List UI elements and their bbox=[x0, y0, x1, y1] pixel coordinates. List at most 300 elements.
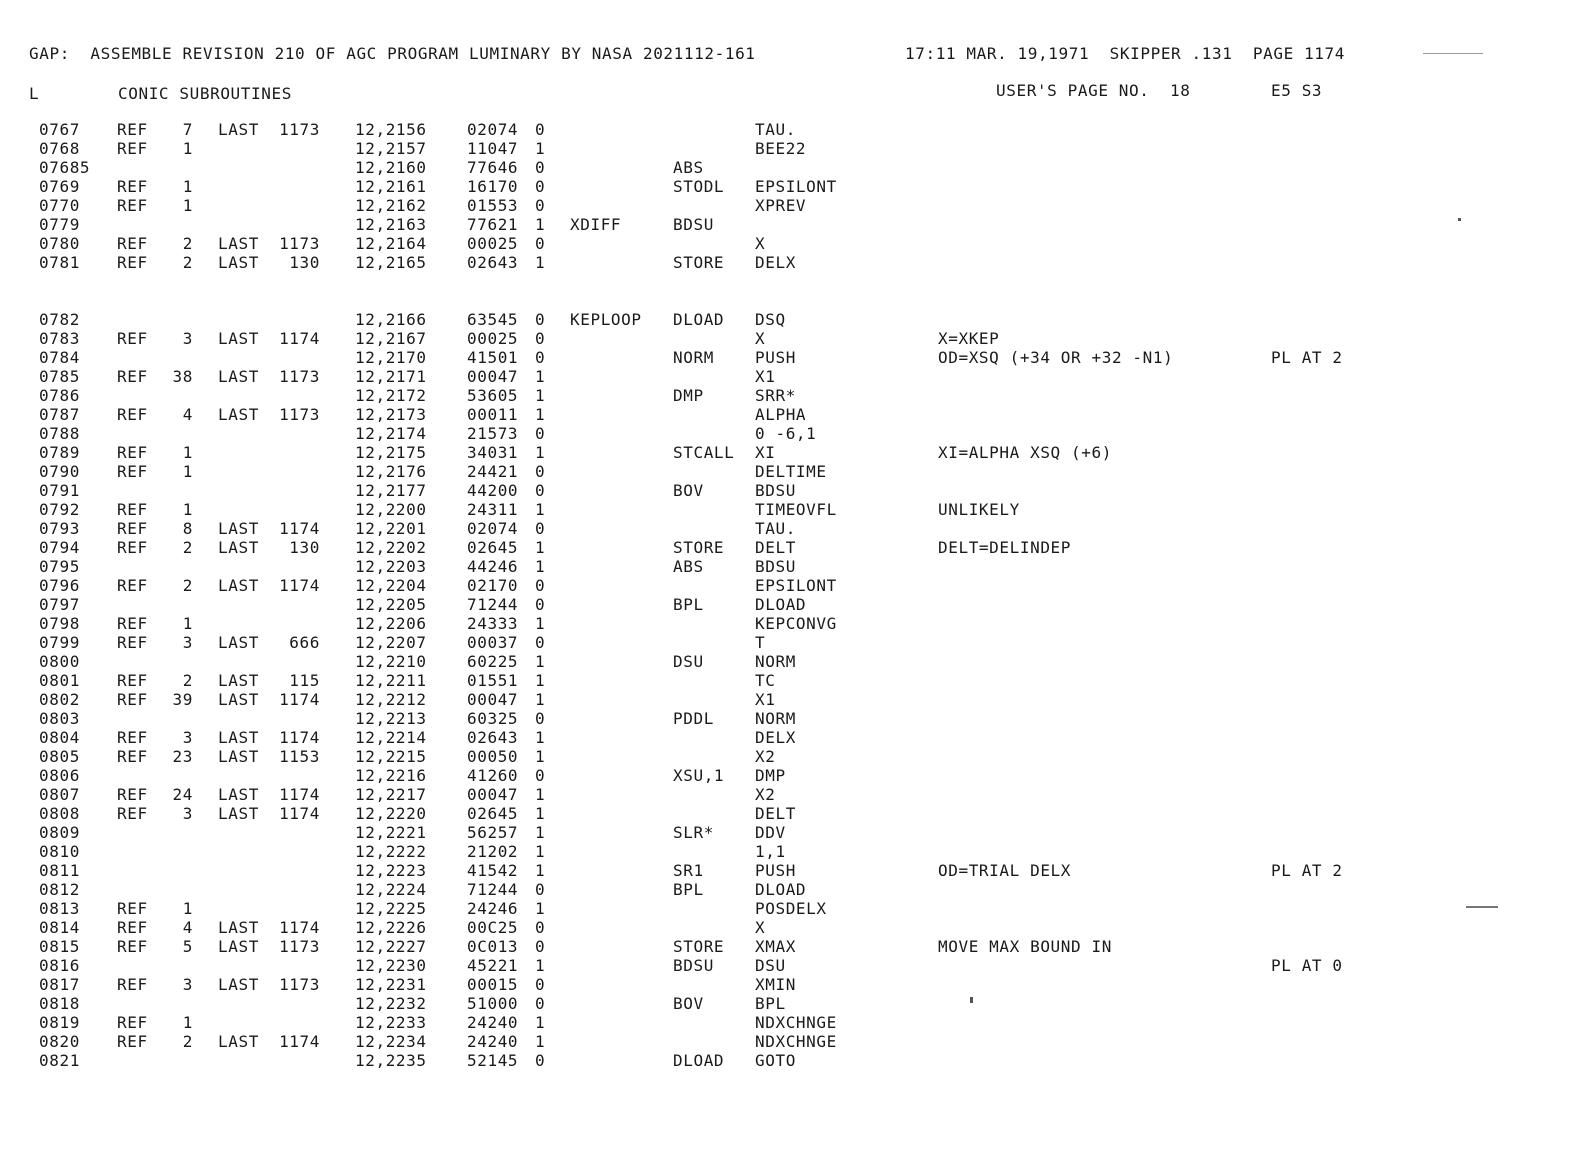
ref-count: 3 bbox=[182, 804, 193, 823]
comment: DELT=DELINDEP bbox=[938, 538, 1072, 557]
listing-row bbox=[0, 557, 1582, 576]
octal-word: 34031 bbox=[467, 443, 519, 462]
octal-word: 02170 bbox=[467, 576, 519, 595]
ref-count: 1 bbox=[182, 899, 193, 918]
listing-row bbox=[0, 215, 1582, 234]
line-number: 0783 bbox=[39, 329, 80, 348]
octal-word: 51000 bbox=[467, 994, 519, 1013]
opcode: DLOAD bbox=[673, 310, 725, 329]
address: 12,2213 bbox=[355, 709, 427, 728]
ref-count: 1 bbox=[182, 1013, 193, 1032]
listing-row bbox=[0, 633, 1582, 652]
opcode: STORE bbox=[673, 937, 725, 956]
parity-bit: 1 bbox=[535, 614, 546, 633]
address: 12,2202 bbox=[355, 538, 427, 557]
last-label: LAST bbox=[218, 367, 259, 386]
operand: PUSH bbox=[755, 348, 796, 367]
line-number: 0767 bbox=[39, 120, 80, 139]
opcode: BDSU bbox=[673, 956, 714, 975]
listing-row bbox=[0, 899, 1582, 918]
octal-word: 00047 bbox=[467, 367, 519, 386]
parity-bit: 0 bbox=[535, 234, 546, 253]
line-number: 0812 bbox=[39, 880, 80, 899]
line-number: 0818 bbox=[39, 994, 80, 1013]
last-page: 1153 bbox=[279, 747, 320, 766]
octal-word: 02074 bbox=[467, 519, 519, 538]
ref-marker: REF bbox=[117, 1032, 148, 1051]
ref-marker: REF bbox=[117, 614, 148, 633]
last-page: 1173 bbox=[279, 405, 320, 424]
operand: DSQ bbox=[755, 310, 786, 329]
listing-row bbox=[0, 177, 1582, 196]
operand: DLOAD bbox=[755, 595, 807, 614]
listing-row bbox=[0, 120, 1582, 139]
listing-row bbox=[0, 823, 1582, 842]
parity-bit: 1 bbox=[535, 652, 546, 671]
parity-bit: 0 bbox=[535, 462, 546, 481]
parity-bit: 1 bbox=[535, 215, 546, 234]
listing-row bbox=[0, 310, 1582, 329]
ref-count: 7 bbox=[182, 120, 193, 139]
line-number: 0795 bbox=[39, 557, 80, 576]
listing-row bbox=[0, 614, 1582, 633]
operand: XPREV bbox=[755, 196, 807, 215]
last-label: LAST bbox=[218, 918, 259, 937]
opcode: STCALL bbox=[673, 443, 735, 462]
last-label: LAST bbox=[218, 120, 259, 139]
listing-row bbox=[0, 804, 1582, 823]
address: 12,2165 bbox=[355, 253, 427, 272]
line-number: 0807 bbox=[39, 785, 80, 804]
line-number: 0798 bbox=[39, 614, 80, 633]
listing-row bbox=[0, 937, 1582, 956]
octal-word: 02643 bbox=[467, 253, 519, 272]
listing-row bbox=[0, 975, 1582, 994]
ref-count: 1 bbox=[182, 614, 193, 633]
operand: POSDELX bbox=[755, 899, 827, 918]
octal-word: 60225 bbox=[467, 652, 519, 671]
line-number: 0770 bbox=[39, 196, 80, 215]
listing-row bbox=[0, 234, 1582, 253]
opcode: BPL bbox=[673, 880, 704, 899]
line-number: 0820 bbox=[39, 1032, 80, 1051]
address: 12,2232 bbox=[355, 994, 427, 1013]
listing-row bbox=[0, 785, 1582, 804]
line-number: 0811 bbox=[39, 861, 80, 880]
line-number: 0796 bbox=[39, 576, 80, 595]
octal-word: 02074 bbox=[467, 120, 519, 139]
ref-marker: REF bbox=[117, 538, 148, 557]
operand: XMAX bbox=[755, 937, 796, 956]
address: 12,2200 bbox=[355, 500, 427, 519]
parity-bit: 1 bbox=[535, 842, 546, 861]
octal-word: 71244 bbox=[467, 880, 519, 899]
ref-count: 2 bbox=[182, 253, 193, 272]
last-label: LAST bbox=[218, 576, 259, 595]
listing-row bbox=[0, 766, 1582, 785]
ref-count: 1 bbox=[182, 500, 193, 519]
operand: 1,1 bbox=[755, 842, 786, 861]
assembly-listing bbox=[0, 120, 1582, 1070]
ref-count: 1 bbox=[182, 196, 193, 215]
parity-bit: 0 bbox=[535, 918, 546, 937]
ref-marker: REF bbox=[117, 747, 148, 766]
ref-marker: REF bbox=[117, 329, 148, 348]
comment: MOVE MAX BOUND IN bbox=[938, 937, 1112, 956]
ref-marker: REF bbox=[117, 899, 148, 918]
last-page: 1173 bbox=[279, 367, 320, 386]
listing-row bbox=[0, 500, 1582, 519]
listing-row bbox=[0, 1013, 1582, 1032]
octal-word: 00037 bbox=[467, 633, 519, 652]
last-label: LAST bbox=[218, 538, 259, 557]
ref-count: 2 bbox=[182, 671, 193, 690]
address: 12,2215 bbox=[355, 747, 427, 766]
line-number: 0800 bbox=[39, 652, 80, 671]
line-number: 0814 bbox=[39, 918, 80, 937]
address: 12,2223 bbox=[355, 861, 427, 880]
ref-marker: REF bbox=[117, 671, 148, 690]
address: 12,2171 bbox=[355, 367, 427, 386]
listing-row bbox=[0, 348, 1582, 367]
line-number: 07685 bbox=[39, 158, 91, 177]
last-page: 1174 bbox=[279, 1032, 320, 1051]
listing-row bbox=[0, 519, 1582, 538]
address: 12,2222 bbox=[355, 842, 427, 861]
opcode: BDSU bbox=[673, 215, 714, 234]
opcode: ABS bbox=[673, 557, 704, 576]
parity-bit: 1 bbox=[535, 690, 546, 709]
listing-row bbox=[0, 842, 1582, 861]
last-page: 1173 bbox=[279, 234, 320, 253]
last-page: 1174 bbox=[279, 918, 320, 937]
parity-bit: 0 bbox=[535, 595, 546, 614]
octal-word: 02645 bbox=[467, 538, 519, 557]
line-number: 0768 bbox=[39, 139, 80, 158]
listing-row bbox=[0, 405, 1582, 424]
address: 12,2164 bbox=[355, 234, 427, 253]
last-label: LAST bbox=[218, 975, 259, 994]
listing-row bbox=[0, 595, 1582, 614]
address: 12,2221 bbox=[355, 823, 427, 842]
last-label: LAST bbox=[218, 747, 259, 766]
line-number: 0817 bbox=[39, 975, 80, 994]
operand: DELX bbox=[755, 253, 796, 272]
address: 12,2163 bbox=[355, 215, 427, 234]
listing-header-title: GAP: ASSEMBLE REVISION 210 OF AGC PROGRAM LUMINARY BY NASA 2021112-161 bbox=[29, 44, 756, 63]
parity-bit: 1 bbox=[535, 500, 546, 519]
parity-bit: 1 bbox=[535, 443, 546, 462]
octal-word: 71244 bbox=[467, 595, 519, 614]
last-page: 115 bbox=[289, 671, 320, 690]
line-number: 0787 bbox=[39, 405, 80, 424]
operand: DELTIME bbox=[755, 462, 827, 481]
operand: XMIN bbox=[755, 975, 796, 994]
octal-word: 63545 bbox=[467, 310, 519, 329]
ref-count: 4 bbox=[182, 405, 193, 424]
parity-bit: 1 bbox=[535, 899, 546, 918]
parity-bit: 0 bbox=[535, 120, 546, 139]
line-number: 0786 bbox=[39, 386, 80, 405]
octal-word: 00C25 bbox=[467, 918, 519, 937]
last-page: 130 bbox=[289, 253, 320, 272]
address: 12,2234 bbox=[355, 1032, 427, 1051]
line-number: 0790 bbox=[39, 462, 80, 481]
parity-bit: 0 bbox=[535, 709, 546, 728]
parity-bit: 1 bbox=[535, 253, 546, 272]
operand: BDSU bbox=[755, 557, 796, 576]
address: 12,2173 bbox=[355, 405, 427, 424]
octal-word: 00047 bbox=[467, 690, 519, 709]
parity-bit: 1 bbox=[535, 804, 546, 823]
line-number: 0810 bbox=[39, 842, 80, 861]
parity-bit: 0 bbox=[535, 937, 546, 956]
octal-word: 00011 bbox=[467, 405, 519, 424]
operand: NDXCHNGE bbox=[755, 1032, 837, 1051]
octal-word: 24246 bbox=[467, 899, 519, 918]
comment: OD=XSQ (+34 OR +32 -N1) bbox=[938, 348, 1174, 367]
parity-bit: 1 bbox=[535, 367, 546, 386]
operand: TC bbox=[755, 671, 776, 690]
ref-count: 3 bbox=[182, 633, 193, 652]
last-label: LAST bbox=[218, 804, 259, 823]
last-label: LAST bbox=[218, 234, 259, 253]
operand: DMP bbox=[755, 766, 786, 785]
pushlist-note: PL AT 2 bbox=[1271, 861, 1343, 880]
parity-bit: 0 bbox=[535, 348, 546, 367]
ref-marker: REF bbox=[117, 633, 148, 652]
octal-word: 77646 bbox=[467, 158, 519, 177]
ref-count: 3 bbox=[182, 728, 193, 747]
operand: SRR* bbox=[755, 386, 796, 405]
line-number: 0816 bbox=[39, 956, 80, 975]
parity-bit: 0 bbox=[535, 177, 546, 196]
address: 12,2160 bbox=[355, 158, 427, 177]
opcode: BOV bbox=[673, 481, 704, 500]
listing-row bbox=[0, 139, 1582, 158]
line-number: 0793 bbox=[39, 519, 80, 538]
octal-word: 24311 bbox=[467, 500, 519, 519]
line-number: 0797 bbox=[39, 595, 80, 614]
listing-row bbox=[0, 576, 1582, 595]
operand: DELT bbox=[755, 538, 796, 557]
last-label: LAST bbox=[218, 519, 259, 538]
ref-count: 2 bbox=[182, 538, 193, 557]
comment: UNLIKELY bbox=[938, 500, 1020, 519]
listing-row bbox=[0, 329, 1582, 348]
octal-word: 24240 bbox=[467, 1013, 519, 1032]
parity-bit: 0 bbox=[535, 310, 546, 329]
address: 12,2206 bbox=[355, 614, 427, 633]
operand: X2 bbox=[755, 747, 776, 766]
last-label: LAST bbox=[218, 253, 259, 272]
ref-count: 4 bbox=[182, 918, 193, 937]
octal-word: 11047 bbox=[467, 139, 519, 158]
address: 12,2227 bbox=[355, 937, 427, 956]
address: 12,2211 bbox=[355, 671, 427, 690]
octal-word: 0C013 bbox=[467, 937, 519, 956]
parity-bit: 0 bbox=[535, 975, 546, 994]
comment: X=XKEP bbox=[938, 329, 1000, 348]
line-number: 0788 bbox=[39, 424, 80, 443]
ref-count: 2 bbox=[182, 576, 193, 595]
user-page-number: USER'S PAGE NO. 18 bbox=[996, 81, 1191, 100]
address: 12,2210 bbox=[355, 652, 427, 671]
opcode: NORM bbox=[673, 348, 714, 367]
pushlist-note: PL AT 0 bbox=[1271, 956, 1343, 975]
comment: OD=TRIAL DELX bbox=[938, 861, 1072, 880]
last-label: LAST bbox=[218, 1032, 259, 1051]
listing-row bbox=[0, 443, 1582, 462]
parity-bit: 1 bbox=[535, 557, 546, 576]
address: 12,2230 bbox=[355, 956, 427, 975]
operand: PUSH bbox=[755, 861, 796, 880]
last-label: LAST bbox=[218, 329, 259, 348]
operand: NDXCHNGE bbox=[755, 1013, 837, 1032]
symbol-label: XDIFF bbox=[570, 215, 622, 234]
parity-bit: 0 bbox=[535, 519, 546, 538]
ref-count: 38 bbox=[172, 367, 193, 386]
line-number: 0804 bbox=[39, 728, 80, 747]
ref-count: 1 bbox=[182, 443, 193, 462]
address: 12,2166 bbox=[355, 310, 427, 329]
opcode: ABS bbox=[673, 158, 704, 177]
line-number: 0801 bbox=[39, 671, 80, 690]
operand: X bbox=[755, 329, 766, 348]
ref-count: 39 bbox=[172, 690, 193, 709]
address: 12,2231 bbox=[355, 975, 427, 994]
last-label: LAST bbox=[218, 690, 259, 709]
parity-bit: 1 bbox=[535, 956, 546, 975]
octal-word: 24421 bbox=[467, 462, 519, 481]
operand: ALPHA bbox=[755, 405, 807, 424]
octal-word: 44200 bbox=[467, 481, 519, 500]
operand: X2 bbox=[755, 785, 776, 804]
listing-section-title: CONIC SUBROUTINES bbox=[118, 84, 292, 103]
octal-word: 02643 bbox=[467, 728, 519, 747]
octal-word: 52145 bbox=[467, 1051, 519, 1070]
octal-word: 00025 bbox=[467, 234, 519, 253]
last-label: LAST bbox=[218, 405, 259, 424]
ref-marker: REF bbox=[117, 1013, 148, 1032]
ref-marker: REF bbox=[117, 937, 148, 956]
operand: 0 -6,1 bbox=[755, 424, 817, 443]
listing-row bbox=[0, 652, 1582, 671]
listing-row bbox=[0, 538, 1582, 557]
parity-bit: 0 bbox=[535, 329, 546, 348]
operand: DELX bbox=[755, 728, 796, 747]
parity-bit: 1 bbox=[535, 1013, 546, 1032]
operand: NORM bbox=[755, 652, 796, 671]
last-page: 1174 bbox=[279, 329, 320, 348]
line-number: 0794 bbox=[39, 538, 80, 557]
last-label: LAST bbox=[218, 937, 259, 956]
parity-bit: 0 bbox=[535, 158, 546, 177]
octal-word: 77621 bbox=[467, 215, 519, 234]
operand: XI bbox=[755, 443, 776, 462]
line-number: 0819 bbox=[39, 1013, 80, 1032]
operand: DELT bbox=[755, 804, 796, 823]
octal-word: 45221 bbox=[467, 956, 519, 975]
ref-marker: REF bbox=[117, 785, 148, 804]
ref-count: 1 bbox=[182, 177, 193, 196]
last-page: 130 bbox=[289, 538, 320, 557]
octal-word: 01553 bbox=[467, 196, 519, 215]
line-number: 0791 bbox=[39, 481, 80, 500]
ref-marker: REF bbox=[117, 690, 148, 709]
listing-row bbox=[0, 671, 1582, 690]
opcode: SLR* bbox=[673, 823, 714, 842]
operand: TAU. bbox=[755, 519, 796, 538]
listing-header-timestamp-page: 17:11 MAR. 19,1971 SKIPPER .131 PAGE 1174 bbox=[905, 44, 1346, 63]
ref-marker: REF bbox=[117, 253, 148, 272]
ref-marker: REF bbox=[117, 120, 148, 139]
listing-row bbox=[0, 861, 1582, 880]
operand: DLOAD bbox=[755, 880, 807, 899]
last-page: 1173 bbox=[279, 975, 320, 994]
operand: X1 bbox=[755, 367, 776, 386]
address: 12,2204 bbox=[355, 576, 427, 595]
listing-row bbox=[0, 747, 1582, 766]
last-page: 1174 bbox=[279, 519, 320, 538]
listing-row bbox=[0, 367, 1582, 386]
ref-marker: REF bbox=[117, 177, 148, 196]
operand: BDSU bbox=[755, 481, 796, 500]
ref-marker: REF bbox=[117, 139, 148, 158]
address: 12,2235 bbox=[355, 1051, 427, 1070]
parity-bit: 1 bbox=[535, 823, 546, 842]
operand: BEE22 bbox=[755, 139, 807, 158]
parity-bit: 0 bbox=[535, 481, 546, 500]
last-label: LAST bbox=[218, 728, 259, 747]
octal-word: 53605 bbox=[467, 386, 519, 405]
octal-word: 41260 bbox=[467, 766, 519, 785]
listing-row bbox=[0, 253, 1582, 272]
octal-word: 21202 bbox=[467, 842, 519, 861]
parity-bit: 0 bbox=[535, 766, 546, 785]
octal-word: 16170 bbox=[467, 177, 519, 196]
line-number: 0779 bbox=[39, 215, 80, 234]
blank-line bbox=[0, 272, 1582, 291]
opcode: BPL bbox=[673, 595, 704, 614]
line-number: 0784 bbox=[39, 348, 80, 367]
last-page: 1174 bbox=[279, 785, 320, 804]
octal-word: 21573 bbox=[467, 424, 519, 443]
line-number: 0813 bbox=[39, 899, 80, 918]
opcode: XSU,1 bbox=[673, 766, 725, 785]
opcode: STODL bbox=[673, 177, 725, 196]
operand: KEPCONVG bbox=[755, 614, 837, 633]
address: 12,2212 bbox=[355, 690, 427, 709]
operand: X bbox=[755, 234, 766, 253]
octal-word: 41542 bbox=[467, 861, 519, 880]
ref-marker: REF bbox=[117, 918, 148, 937]
last-page: 1174 bbox=[279, 728, 320, 747]
address: 12,2175 bbox=[355, 443, 427, 462]
octal-word: 02645 bbox=[467, 804, 519, 823]
octal-word: 56257 bbox=[467, 823, 519, 842]
line-number: 0815 bbox=[39, 937, 80, 956]
blank-line bbox=[0, 291, 1582, 310]
address: 12,2167 bbox=[355, 329, 427, 348]
line-number: 0809 bbox=[39, 823, 80, 842]
parity-bit: 1 bbox=[535, 747, 546, 766]
ref-marker: REF bbox=[117, 975, 148, 994]
line-number: 0785 bbox=[39, 367, 80, 386]
octal-word: 24333 bbox=[467, 614, 519, 633]
address: 12,2170 bbox=[355, 348, 427, 367]
line-number: 0802 bbox=[39, 690, 80, 709]
